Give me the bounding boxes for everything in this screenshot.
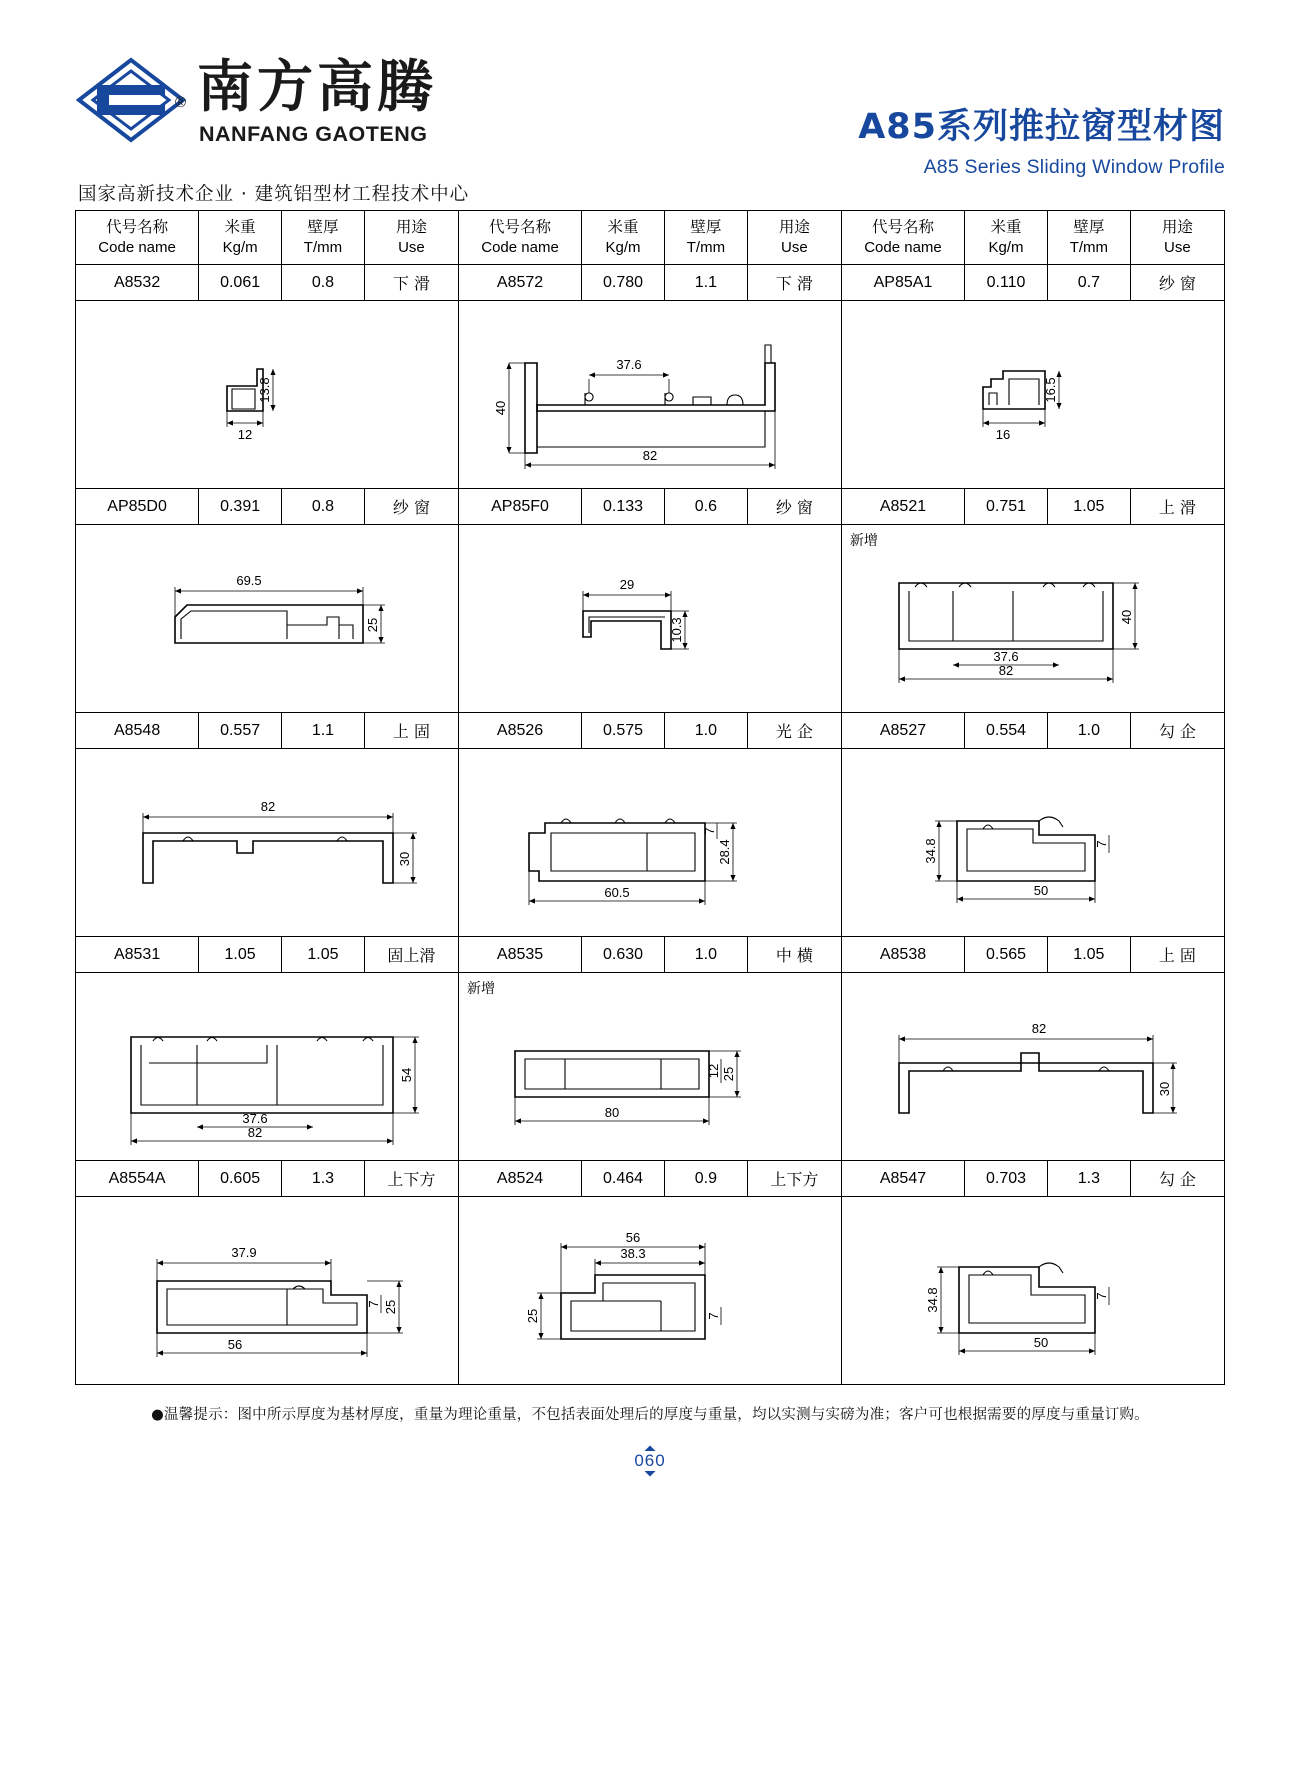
figure-row	[76, 301, 1225, 489]
cell-weight: 0.061	[199, 265, 282, 301]
cell-thickness: 1.1	[282, 713, 365, 749]
table-header-row	[76, 211, 1225, 265]
cell-use: 上 固	[1130, 937, 1224, 973]
cell-weight: 0.630	[582, 937, 665, 973]
cell-code: AP85F0	[458, 489, 581, 525]
svg-text:37.6: 37.6	[616, 357, 642, 372]
cell-code: A8526	[458, 713, 581, 749]
svg-text:82: 82	[1031, 1021, 1047, 1036]
logo-chinese-name: 南方高腾	[197, 54, 437, 120]
page-title-english: A85 Series Sliding Window Profile	[923, 155, 1225, 178]
cell-thickness: 0.8	[282, 265, 365, 301]
page-number	[607, 1446, 693, 1476]
cell-use: 固上滑	[364, 937, 458, 973]
svg-text:40: 40	[1118, 609, 1134, 625]
profile-drawing-a8527	[841, 749, 1224, 937]
header-use-3: 用途 Use	[1130, 211, 1224, 265]
figure-row	[76, 525, 1225, 713]
header-thickness-2: 壁厚 T/mm	[664, 211, 747, 265]
svg-text:25: 25	[720, 1066, 736, 1082]
profile-table	[75, 210, 1225, 1385]
cell-weight: 0.557	[199, 713, 282, 749]
cell-thickness: 1.3	[1047, 1161, 1130, 1197]
cell-use: 上下方	[364, 1161, 458, 1197]
cell-thickness: 1.0	[664, 937, 747, 973]
profile-drawing-a8547	[841, 1197, 1224, 1385]
cell-use: 上下方	[747, 1161, 841, 1197]
cell-weight: 0.605	[199, 1161, 282, 1197]
svg-text:25: 25	[524, 1308, 540, 1324]
cell-weight: 0.575	[582, 713, 665, 749]
gaoteng-logo-icon	[75, 52, 187, 148]
svg-text:82: 82	[998, 663, 1014, 678]
cell-thickness: 1.05	[282, 937, 365, 973]
cell-weight: 0.464	[582, 1161, 665, 1197]
cell-thickness: 0.9	[664, 1161, 747, 1197]
page-title-chinese: A85系列推拉窗型材图	[858, 107, 1225, 147]
svg-text:37.9: 37.9	[231, 1245, 257, 1260]
figure-row	[76, 1197, 1225, 1385]
header-weight-1: 米重 Kg/m	[199, 211, 282, 265]
header-thickness-3: 壁厚 T/mm	[1047, 211, 1130, 265]
cell-code: A8521	[841, 489, 964, 525]
profile-drawing-a8535	[458, 973, 841, 1161]
registered-trademark-icon: ®	[175, 94, 187, 111]
profile-drawing-a8538	[841, 973, 1224, 1161]
table-row	[76, 713, 1225, 749]
cell-thickness: 0.7	[1047, 265, 1130, 301]
page-title	[858, 108, 1225, 179]
svg-text:28.4: 28.4	[716, 839, 732, 865]
cell-weight: 1.05	[199, 937, 282, 973]
cell-use: 光 企	[747, 713, 841, 749]
svg-text:80: 80	[604, 1105, 620, 1120]
cell-use: 中 横	[747, 937, 841, 973]
cell-thickness: 1.0	[664, 713, 747, 749]
table-row	[76, 265, 1225, 301]
cell-weight: 0.703	[965, 1161, 1048, 1197]
svg-text:7: 7	[1093, 840, 1109, 848]
svg-text:37.6: 37.6	[993, 649, 1019, 664]
cell-code: A8524	[458, 1161, 581, 1197]
svg-text:30: 30	[396, 851, 412, 867]
company-logo	[75, 52, 437, 148]
cell-thickness: 1.05	[1047, 937, 1130, 973]
svg-text:16.5: 16.5	[1042, 377, 1058, 403]
cell-code: A8531	[76, 937, 199, 973]
svg-text:56: 56	[625, 1230, 641, 1245]
profile-drawing-a8532	[76, 301, 459, 489]
header-code-name-3: 代号名称 Code name	[841, 211, 964, 265]
svg-text:10.3: 10.3	[668, 617, 684, 643]
cell-thickness: 1.1	[664, 265, 747, 301]
svg-text:7: 7	[1093, 1292, 1109, 1300]
header-use-2: 用途 Use	[747, 211, 841, 265]
cell-use: 上 滑	[1130, 489, 1224, 525]
cell-code: A8548	[76, 713, 199, 749]
cell-weight: 0.133	[582, 489, 665, 525]
cell-code: A8527	[841, 713, 964, 749]
table-row	[76, 489, 1225, 525]
svg-text:30: 30	[1156, 1081, 1172, 1097]
cell-code: A8554A	[76, 1161, 199, 1197]
profile-drawing-ap85f0	[458, 525, 841, 713]
page-number-text: 060	[630, 1451, 669, 1471]
cell-use: 勾 企	[1130, 713, 1224, 749]
svg-text:50: 50	[1033, 1335, 1049, 1350]
cell-code: AP85A1	[841, 265, 964, 301]
svg-text:40: 40	[492, 400, 508, 416]
cell-code: AP85D0	[76, 489, 199, 525]
cell-weight: 0.554	[965, 713, 1048, 749]
new-item-tag: 新增	[849, 533, 878, 549]
figure-row	[76, 973, 1225, 1161]
cell-weight: 0.565	[965, 937, 1048, 973]
svg-text:29: 29	[619, 577, 635, 592]
cell-code: A8547	[841, 1161, 964, 1197]
svg-text:50: 50	[1033, 883, 1049, 898]
company-tagline: 国家高新技术企业 · 建筑铝型材工程技术中心	[78, 184, 470, 205]
header-code-name-1: 代号名称 Code name	[76, 211, 199, 265]
cell-weight: 0.780	[582, 265, 665, 301]
cell-use: 下 滑	[364, 265, 458, 301]
profile-drawing-a8531	[76, 973, 459, 1161]
table-row	[76, 937, 1225, 973]
profile-drawing-a8524	[458, 1197, 841, 1385]
profile-drawing-a8548	[76, 749, 459, 937]
cell-use: 勾 企	[1130, 1161, 1224, 1197]
svg-text:7: 7	[701, 827, 717, 835]
svg-text:37.6: 37.6	[242, 1111, 268, 1126]
svg-text:12: 12	[237, 427, 253, 442]
cell-thickness: 0.8	[282, 489, 365, 525]
cell-code: A8572	[458, 265, 581, 301]
svg-text:54: 54	[398, 1067, 414, 1083]
svg-text:7: 7	[705, 1312, 721, 1320]
cell-thickness: 1.05	[1047, 489, 1130, 525]
svg-text:38.3: 38.3	[620, 1246, 646, 1261]
cell-use: 上 固	[364, 713, 458, 749]
page-header	[0, 0, 1300, 210]
cell-weight: 0.110	[965, 265, 1048, 301]
header-use-1: 用途 Use	[364, 211, 458, 265]
cell-weight: 0.391	[199, 489, 282, 525]
cell-thickness: 1.0	[1047, 713, 1130, 749]
cell-use: 下 滑	[747, 265, 841, 301]
cell-use: 纱 窗	[364, 489, 458, 525]
svg-text:25: 25	[364, 617, 380, 633]
profile-drawing-a8572	[458, 301, 841, 489]
header-thickness-1: 壁厚 T/mm	[282, 211, 365, 265]
cell-use: 纱 窗	[1130, 265, 1224, 301]
cell-code: A8538	[841, 937, 964, 973]
cell-weight: 0.751	[965, 489, 1048, 525]
svg-text:82: 82	[642, 448, 658, 463]
footer-note: ●温馨提示：图中所示厚度为基材厚度，重量为理论重量，不包括表面处理后的厚度与重量，均以实测与实磅为准；客户可也根据需要的厚度与重量订购。	[151, 1407, 1149, 1423]
page-number-wrapper	[0, 1446, 1300, 1476]
new-item-tag: 新增	[466, 981, 495, 997]
table-row	[76, 1161, 1225, 1197]
figure-row	[76, 749, 1225, 937]
profile-drawing-ap85d0	[76, 525, 459, 713]
svg-text:60.5: 60.5	[604, 885, 630, 900]
cell-thickness: 0.6	[664, 489, 747, 525]
cell-use: 纱 窗	[747, 489, 841, 525]
svg-text:25: 25	[382, 1299, 398, 1315]
header-code-name-2: 代号名称 Code name	[458, 211, 581, 265]
svg-text:7: 7	[365, 1300, 381, 1308]
header-weight-2: 米重 Kg/m	[582, 211, 665, 265]
svg-text:34.8: 34.8	[924, 1287, 940, 1313]
svg-text:16: 16	[995, 427, 1011, 442]
cell-code: A8532	[76, 265, 199, 301]
logo-english-name: NANFANG GAOTENG	[199, 121, 428, 146]
svg-text:13.8: 13.8	[256, 377, 272, 403]
profile-drawing-a8521	[841, 525, 1224, 713]
svg-text:82: 82	[247, 1125, 263, 1140]
header-weight-3: 米重 Kg/m	[965, 211, 1048, 265]
svg-text:56: 56	[227, 1337, 243, 1352]
svg-text:69.5: 69.5	[236, 573, 262, 588]
profile-drawing-ap85a1	[841, 301, 1224, 489]
svg-text:12: 12	[705, 1063, 721, 1079]
cell-code: A8535	[458, 937, 581, 973]
cell-thickness: 1.3	[282, 1161, 365, 1197]
profile-drawing-a8526	[458, 749, 841, 937]
profile-drawing-a8554a	[76, 1197, 459, 1385]
svg-text:82: 82	[260, 799, 276, 814]
profile-table-wrapper	[0, 210, 1300, 1385]
svg-text:34.8: 34.8	[922, 838, 938, 864]
